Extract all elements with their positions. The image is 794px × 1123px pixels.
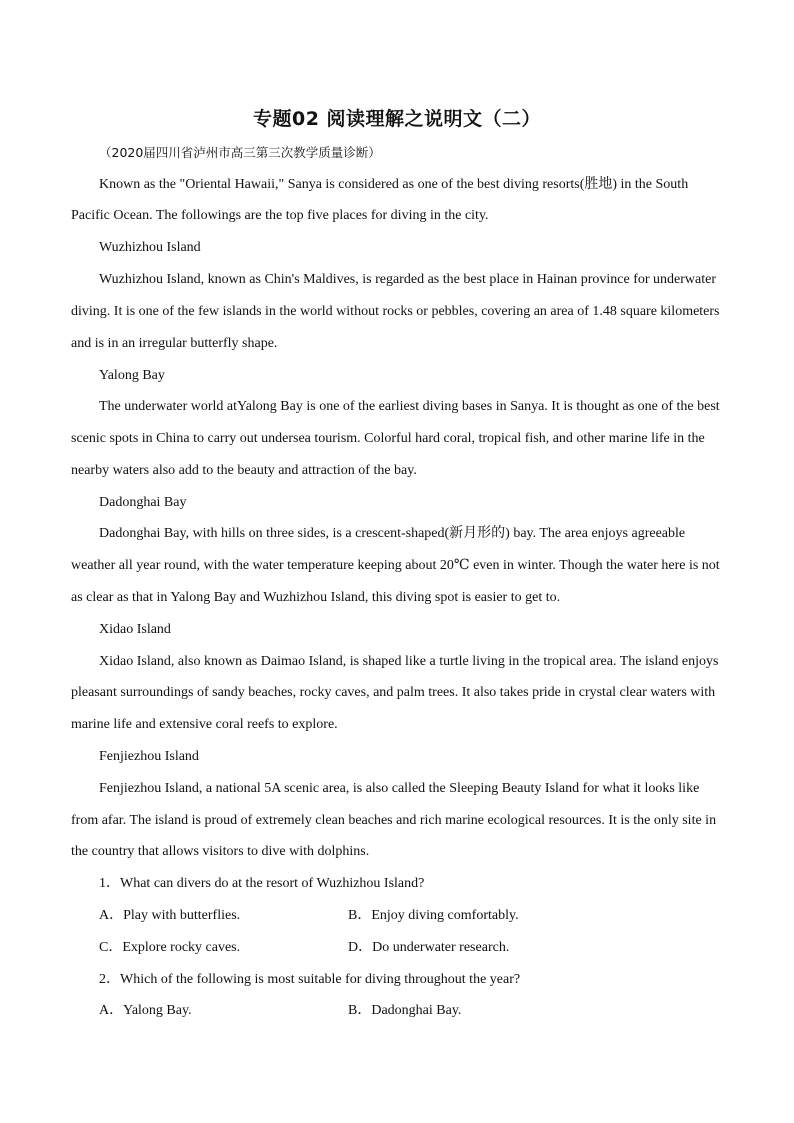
exam-source: （2020届四川省泸州市高三第三次教学质量诊断） bbox=[99, 145, 381, 160]
question-2-option-b: B．Dadonghai Bay. bbox=[348, 1003, 462, 1018]
question-1-stem: 1．What can divers do at the resort of Wuzhizhou Island? bbox=[99, 876, 425, 891]
paragraph-line: Wuzhizhou Island, known as Chin's Maldives, is regarded as the best place in Hainan province for underwater bbox=[99, 272, 716, 287]
paragraph-line: nearby waters also add to the beauty and attraction of the bay. bbox=[71, 463, 417, 478]
question-2-option-a: A．Yalong Bay. bbox=[99, 1003, 192, 1018]
section-heading-xidao: Xidao Island bbox=[99, 622, 171, 637]
paragraph-line: as clear as that in Yalong Bay and Wuzhizhou Island, this diving spot is easier to get to. bbox=[71, 590, 561, 605]
intro-line-1: Known as the "Oriental Hawaii," Sanya is considered as one of the best diving resorts(胜地) in the South bbox=[99, 177, 689, 192]
paragraph-line: marine life and extensive coral reefs to explore. bbox=[71, 717, 338, 732]
paragraph-line: diving. It is one of the few islands in the world without rocks or pebbles, covering an area of 1.48 square kilometers bbox=[71, 304, 720, 319]
paragraph-line: The underwater world atYalong Bay is one of the earliest diving bases in Sanya. It is thought as one of the best bbox=[99, 399, 720, 414]
question-1-option-d: D．Do underwater research. bbox=[348, 940, 510, 955]
paragraph-line: from afar. The island is proud of extremely clean beaches and rich marine ecological resources. It is the only site in bbox=[71, 813, 717, 828]
paragraph-line: scenic spots in China to carry out undersea tourism. Colorful hard coral, tropical fish, and other marine life in the bbox=[71, 431, 705, 446]
section-heading-wuzhizhou: Wuzhizhou Island bbox=[99, 240, 201, 255]
paragraph-line: the country that allows visitors to dive with dolphins. bbox=[71, 844, 370, 859]
paragraph-line: and is in an irregular butterfly shape. bbox=[71, 336, 278, 351]
paragraph-line: Xidao Island, also known as Daimao Island, is shaped like a turtle living in the tropical area. The island enjoys bbox=[99, 654, 719, 669]
question-2-stem: 2．Which of the following is most suitable for diving throughout the year? bbox=[99, 972, 521, 987]
intro-line-2: Pacific Ocean. The followings are the top five places for diving in the city. bbox=[71, 208, 489, 223]
paragraph-line: weather all year round, with the water temperature keeping about 20℃ even in winter. Though the water here is not bbox=[71, 558, 720, 573]
page-title: 专题02 阅读理解之说明文（二） bbox=[252, 108, 542, 130]
question-1-option-c: C．Explore rocky caves. bbox=[99, 940, 241, 955]
paragraph-line: pleasant surroundings of sandy beaches, rocky caves, and palm trees. It also takes pride in crystal clear waters with bbox=[71, 685, 716, 700]
question-1-option-a: A．Play with butterflies. bbox=[99, 908, 241, 923]
question-1-option-b: B．Enjoy diving comfortably. bbox=[348, 908, 519, 923]
paragraph-line: Dadonghai Bay, with hills on three sides, is a crescent-shaped(新月形的) bay. The area enjoys agreeable bbox=[99, 526, 686, 541]
paragraph-line: Fenjiezhou Island, a national 5A scenic area, is also called the Sleeping Beauty Island for what it looks like bbox=[99, 781, 700, 796]
section-heading-yalong: Yalong Bay bbox=[99, 368, 165, 383]
section-heading-dadonghai: Dadonghai Bay bbox=[99, 495, 187, 510]
section-heading-fenjiezhou: Fenjiezhou Island bbox=[99, 749, 199, 764]
